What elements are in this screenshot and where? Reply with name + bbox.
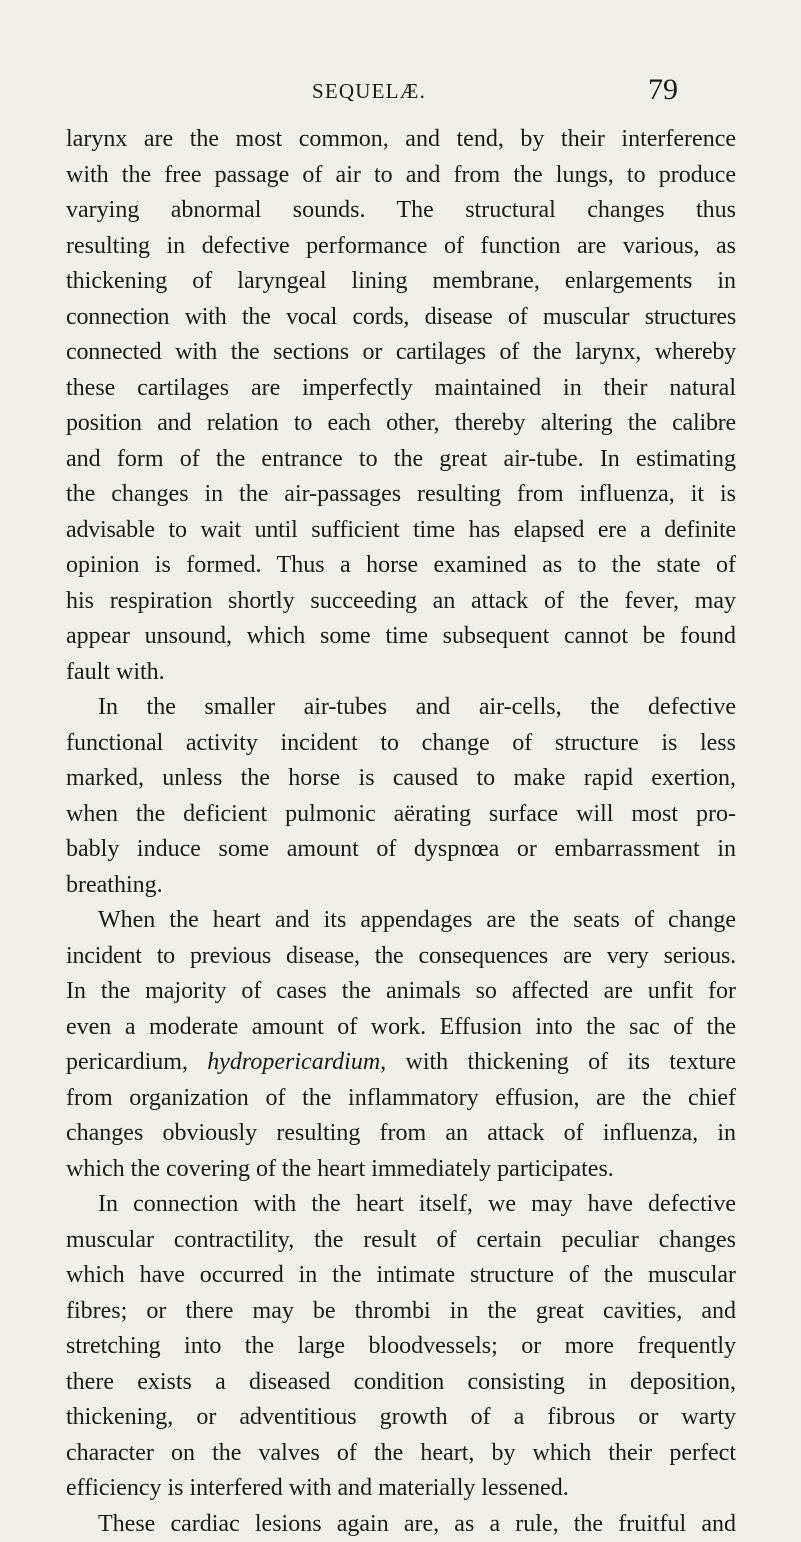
text-line: thickening of laryngeal lining membrane, enlargements in xyxy=(66,264,736,300)
text-line: which the covering of the heart immediately participates. xyxy=(66,1152,736,1188)
text-line: the changes in the air-passages resulting from influenza, it is xyxy=(66,477,736,513)
italic-term: hydropericardium, xyxy=(207,1049,386,1075)
text-line: appear unsound, which some time subsequent cannot be found xyxy=(66,619,736,655)
text-line: In connection with the heart itself, we may have defective xyxy=(66,1187,736,1223)
text-line: there exists a diseased condition consisting in deposition, xyxy=(66,1365,736,1401)
text-line: his respiration shortly succeeding an attack of the fever, may xyxy=(66,584,736,620)
text-line: fibres; or there may be thrombi in the great cavities, and xyxy=(66,1294,736,1330)
text-line: these cartilages are imperfectly maintained in their natural xyxy=(66,371,736,407)
text-segment: with thickening of its texture xyxy=(405,1049,736,1075)
running-head xyxy=(0,76,801,106)
text-line: larynx are the most common, and tend, by their interference xyxy=(66,122,736,158)
text-line: breathing. xyxy=(66,868,736,904)
text-line: thickening, or adventitious growth of a fibrous or warty xyxy=(66,1400,736,1436)
text-line: and form of the entrance to the great air-tube. In estimating xyxy=(66,442,736,478)
text-line: character on the valves of the heart, by which their perfect xyxy=(66,1436,736,1472)
text-line: which have occurred in the intimate structure of the muscular xyxy=(66,1258,736,1294)
text-line: resulting in defective performance of function are various, as xyxy=(66,229,736,265)
text-line: In the majority of cases the animals so affected are unfit for xyxy=(66,974,736,1010)
text-line: fault with. xyxy=(66,655,736,691)
text-line: When the heart and its appendages are the seats of change xyxy=(66,903,736,939)
body-text xyxy=(66,122,736,1542)
text-line: connected with the sections or cartilages of the larynx, whereby xyxy=(66,335,736,371)
text-line: even a moderate amount of work. Effusion into the sac of the xyxy=(66,1010,736,1046)
text-line: These cardiac lesions again are, as a rule, the fruitful and xyxy=(66,1507,736,1542)
text-segment: pericardium, xyxy=(66,1049,188,1075)
text-line: functional activity incident to change of structure is less xyxy=(66,726,736,762)
text-line: with the free passage of air to and from the lungs, to produce xyxy=(66,158,736,194)
text-line-mixed xyxy=(66,1045,736,1081)
text-line: In the smaller air-tubes and air-cells, the defective xyxy=(66,690,736,726)
text-line: marked, unless the horse is caused to make rapid exertion, xyxy=(66,761,736,797)
text-line: connection with the vocal cords, disease of muscular structures xyxy=(66,300,736,336)
chapter-title: SEQUELÆ. xyxy=(312,76,426,106)
text-line: muscular contractility, the result of certain peculiar changes xyxy=(66,1223,736,1259)
page-number: 79 xyxy=(648,74,678,106)
text-line: incident to previous disease, the consequences are very serious. xyxy=(66,939,736,975)
text-line: stretching into the large bloodvessels; or more frequently xyxy=(66,1329,736,1365)
text-line: varying abnormal sounds. The structural changes thus xyxy=(66,193,736,229)
text-line: from organization of the inflammatory effusion, are the chief xyxy=(66,1081,736,1117)
text-line: efficiency is interfered with and materially lessened. xyxy=(66,1471,736,1507)
text-line: when the deficient pulmonic aërating surface will most pro- xyxy=(66,797,736,833)
text-line: advisable to wait until sufficient time has elapsed ere a definite xyxy=(66,513,736,549)
text-line: bably induce some amount of dyspnœa or embarrassment in xyxy=(66,832,736,868)
text-line: opinion is formed. Thus a horse examined as to the state of xyxy=(66,548,736,584)
text-line: position and relation to each other, thereby altering the calibre xyxy=(66,406,736,442)
text-line: changes obviously resulting from an attack of influenza, in xyxy=(66,1116,736,1152)
